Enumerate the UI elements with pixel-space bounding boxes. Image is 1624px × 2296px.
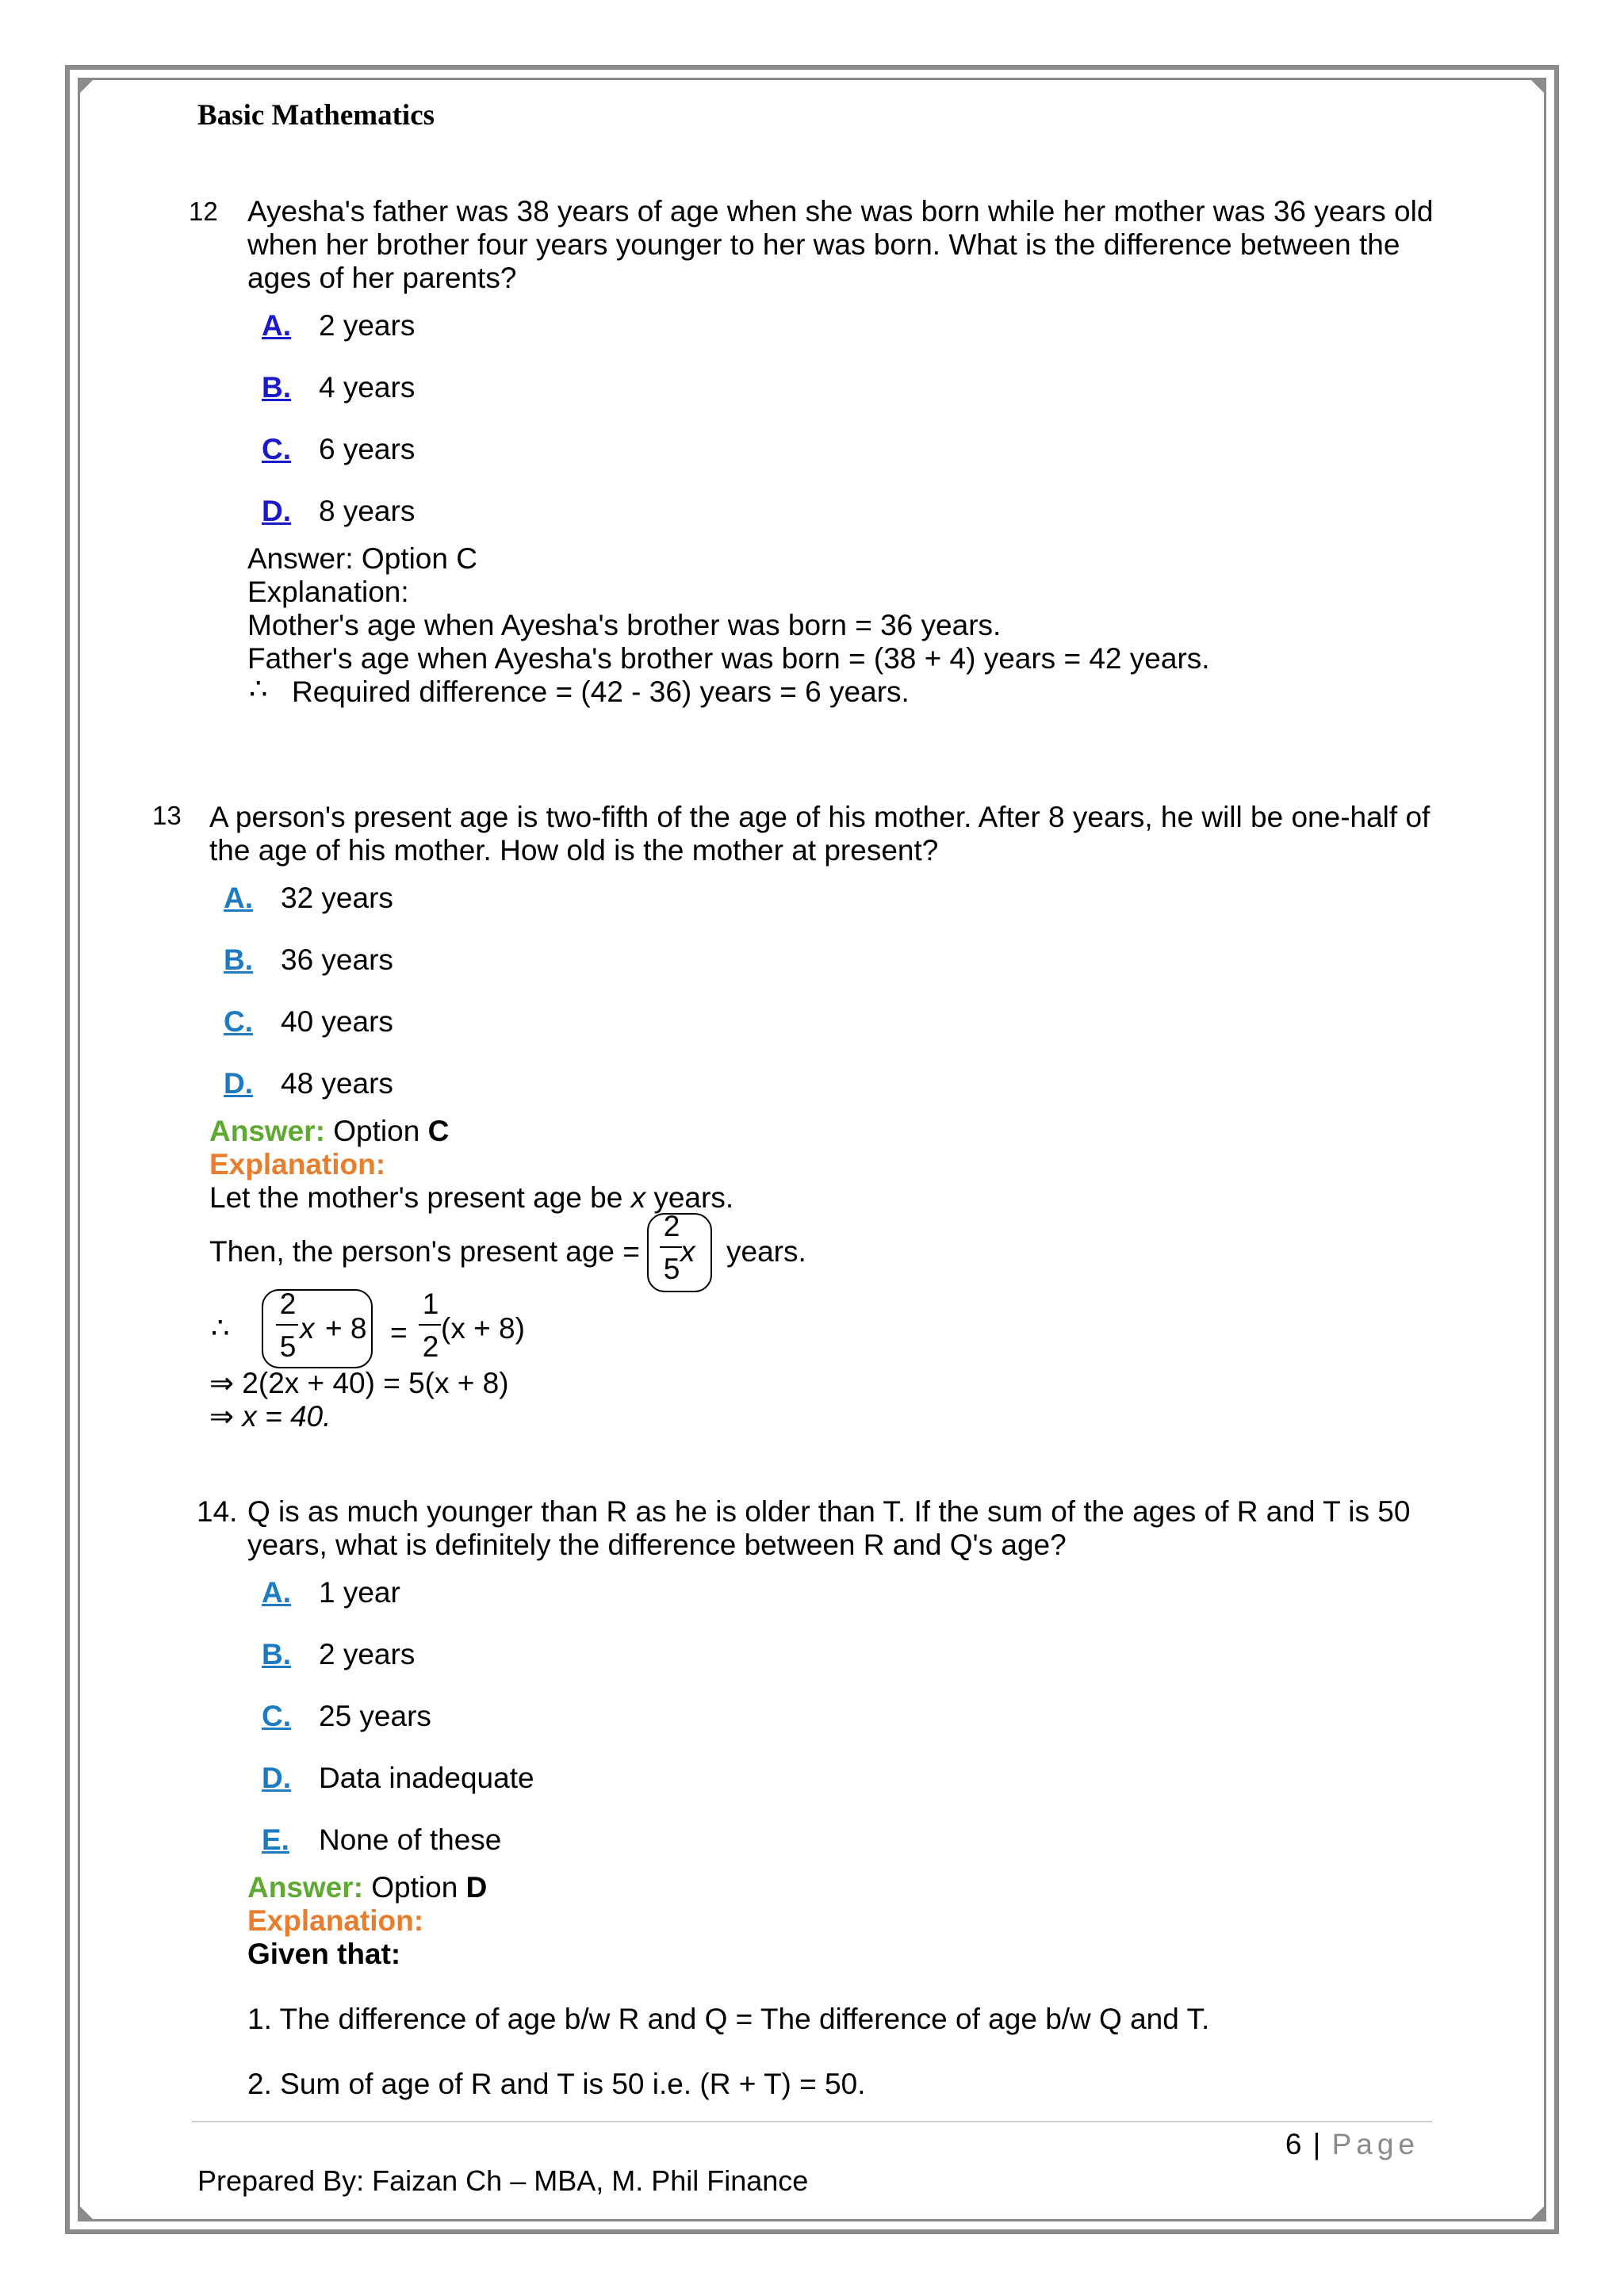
let-prefix: Let the mother's present age be <box>209 1181 623 1214</box>
option-a-text: 1 year <box>319 1576 400 1609</box>
equation-term: (x + 8) <box>441 1312 525 1345</box>
option-c-text: 25 years <box>319 1700 431 1732</box>
option-d-text: 48 years <box>281 1067 393 1100</box>
explanation-line: Father's age when Ayesha's brother was born = (38 + 4) years = 42 years. <box>247 642 1210 675</box>
given-point: 2. Sum of age of R and T is 50 i.e. (R + T) = 50. <box>247 2068 866 2100</box>
option-a-text: 2 years <box>319 309 416 342</box>
fraction-denominator: 5 <box>279 1330 297 1363</box>
option-b-link[interactable]: B. <box>224 943 253 976</box>
answer-label: Answer: <box>247 1871 363 1904</box>
explanation-label: Explanation: <box>247 1904 424 1937</box>
step-line <box>209 1400 331 1433</box>
corner-ornament <box>1530 79 1545 94</box>
question-number: 13 <box>152 801 182 830</box>
explanation-label: Explanation: <box>247 576 409 608</box>
option-a-link[interactable]: A. <box>262 309 291 342</box>
corner-ornament <box>79 2206 94 2220</box>
given-label: Given that: <box>247 1938 401 1970</box>
option-c-link[interactable]: C. <box>224 1005 253 1038</box>
option-b-link[interactable]: B. <box>262 371 291 404</box>
let-suffix: years. <box>653 1181 734 1214</box>
footer-divider <box>192 2121 1432 2122</box>
question-number: 12 <box>189 197 218 226</box>
page-separator: | <box>1312 2128 1323 2160</box>
corner-ornament <box>1530 2206 1545 2220</box>
step-text: x = 40. <box>242 1400 331 1433</box>
variable-x: x <box>680 1235 695 1268</box>
variable-x: x <box>630 1181 646 1214</box>
option-d-link[interactable]: D. <box>224 1067 253 1100</box>
option-b-link[interactable]: B. <box>262 1638 291 1670</box>
option-c-text: 6 years <box>319 433 416 465</box>
explanation-line: Mother's age when Ayesha's brother was born = 36 years. <box>247 609 1002 641</box>
option-d-link[interactable]: D. <box>262 1762 291 1794</box>
option-d-text: Data inadequate <box>319 1762 534 1794</box>
option-b-text: 4 years <box>319 371 416 404</box>
explanation-label: Explanation: <box>209 1148 386 1181</box>
step-text: 2(2x + 40) = 5(x + 8) <box>242 1367 509 1399</box>
fraction-bar <box>419 1324 441 1326</box>
question-text: Ayesha's father was 38 years of age when she was born while her mother was 36 years old <box>247 195 1434 228</box>
question-text: ages of her parents? <box>247 262 517 294</box>
therefore-symbol: ∴ <box>249 672 268 705</box>
option-a-link[interactable]: A. <box>262 1576 291 1609</box>
question-text: A person's present age is two-fifth of the age of his mother. After 8 years, he will be one-half of <box>209 801 1431 833</box>
answer-text: Option <box>371 1871 458 1904</box>
option-b-text: 2 years <box>319 1638 416 1670</box>
corner-ornament <box>79 79 94 94</box>
answer-label: Answer: <box>209 1115 325 1147</box>
option-e-link[interactable]: E. <box>262 1823 289 1856</box>
fraction-numerator: 1 <box>422 1288 439 1320</box>
therefore-symbol: ∴ <box>211 1311 230 1344</box>
question-number: 14. <box>197 1495 238 1528</box>
answer-text: Option <box>333 1115 420 1147</box>
fraction-bar <box>276 1324 298 1326</box>
option-a-link[interactable]: A. <box>224 882 253 914</box>
equals-sign: = <box>390 1316 408 1349</box>
page-number-value: 6 <box>1285 2128 1304 2160</box>
variable-x: x <box>300 1312 315 1345</box>
header-title: Basic Mathematics <box>197 99 435 132</box>
option-c-link[interactable]: C. <box>262 433 291 465</box>
question-text: Q is as much younger than R as he is older than T. If the sum of the ages of R and T is 50 <box>247 1495 1411 1528</box>
answer-line <box>247 1871 487 1904</box>
option-d-text: 8 years <box>319 495 416 527</box>
option-c-link[interactable]: C. <box>262 1700 291 1732</box>
years-suffix: years. <box>726 1235 806 1268</box>
fraction-denominator: 5 <box>663 1253 680 1285</box>
question-text: the age of his mother. How old is the mother at present? <box>209 834 939 867</box>
answer-line: Answer: Option C <box>247 542 477 575</box>
question-text: when her brother four years younger to her was born. What is the difference between the <box>247 228 1400 261</box>
footer-prepared-by: Prepared By: Faizan Ch – MBA, M. Phil Finance <box>197 2164 809 2197</box>
answer-value: D <box>465 1871 488 1904</box>
implies-arrow: ⇒ <box>209 1400 235 1433</box>
question-text: years, what is definitely the difference between R and Q's age? <box>247 1529 1067 1561</box>
page-number <box>1285 2128 1419 2161</box>
step-line <box>209 1367 509 1400</box>
implies-arrow: ⇒ <box>209 1367 235 1399</box>
fraction-numerator: 2 <box>663 1210 680 1242</box>
option-b-text: 36 years <box>281 943 393 976</box>
page-word: Page <box>1331 2128 1419 2160</box>
result-line: Required difference = (42 - 36) years = 6 years. <box>292 675 910 708</box>
answer-line <box>209 1115 449 1148</box>
equation-term: + 8 <box>325 1312 367 1345</box>
option-c-text: 40 years <box>281 1005 393 1038</box>
fraction-bar <box>660 1246 682 1248</box>
option-e-text: None of these <box>319 1823 502 1856</box>
given-point: 1. The difference of age b/w R and Q = The difference of age b/w Q and T. <box>247 2003 1210 2035</box>
explanation-line <box>209 1181 733 1215</box>
fraction-numerator: 2 <box>279 1288 297 1320</box>
option-a-text: 32 years <box>281 882 393 914</box>
answer-value: C <box>427 1115 450 1147</box>
fraction-denominator: 2 <box>422 1330 439 1363</box>
explanation-line: Then, the person's present age = <box>209 1235 640 1268</box>
option-d-link[interactable]: D. <box>262 495 291 527</box>
